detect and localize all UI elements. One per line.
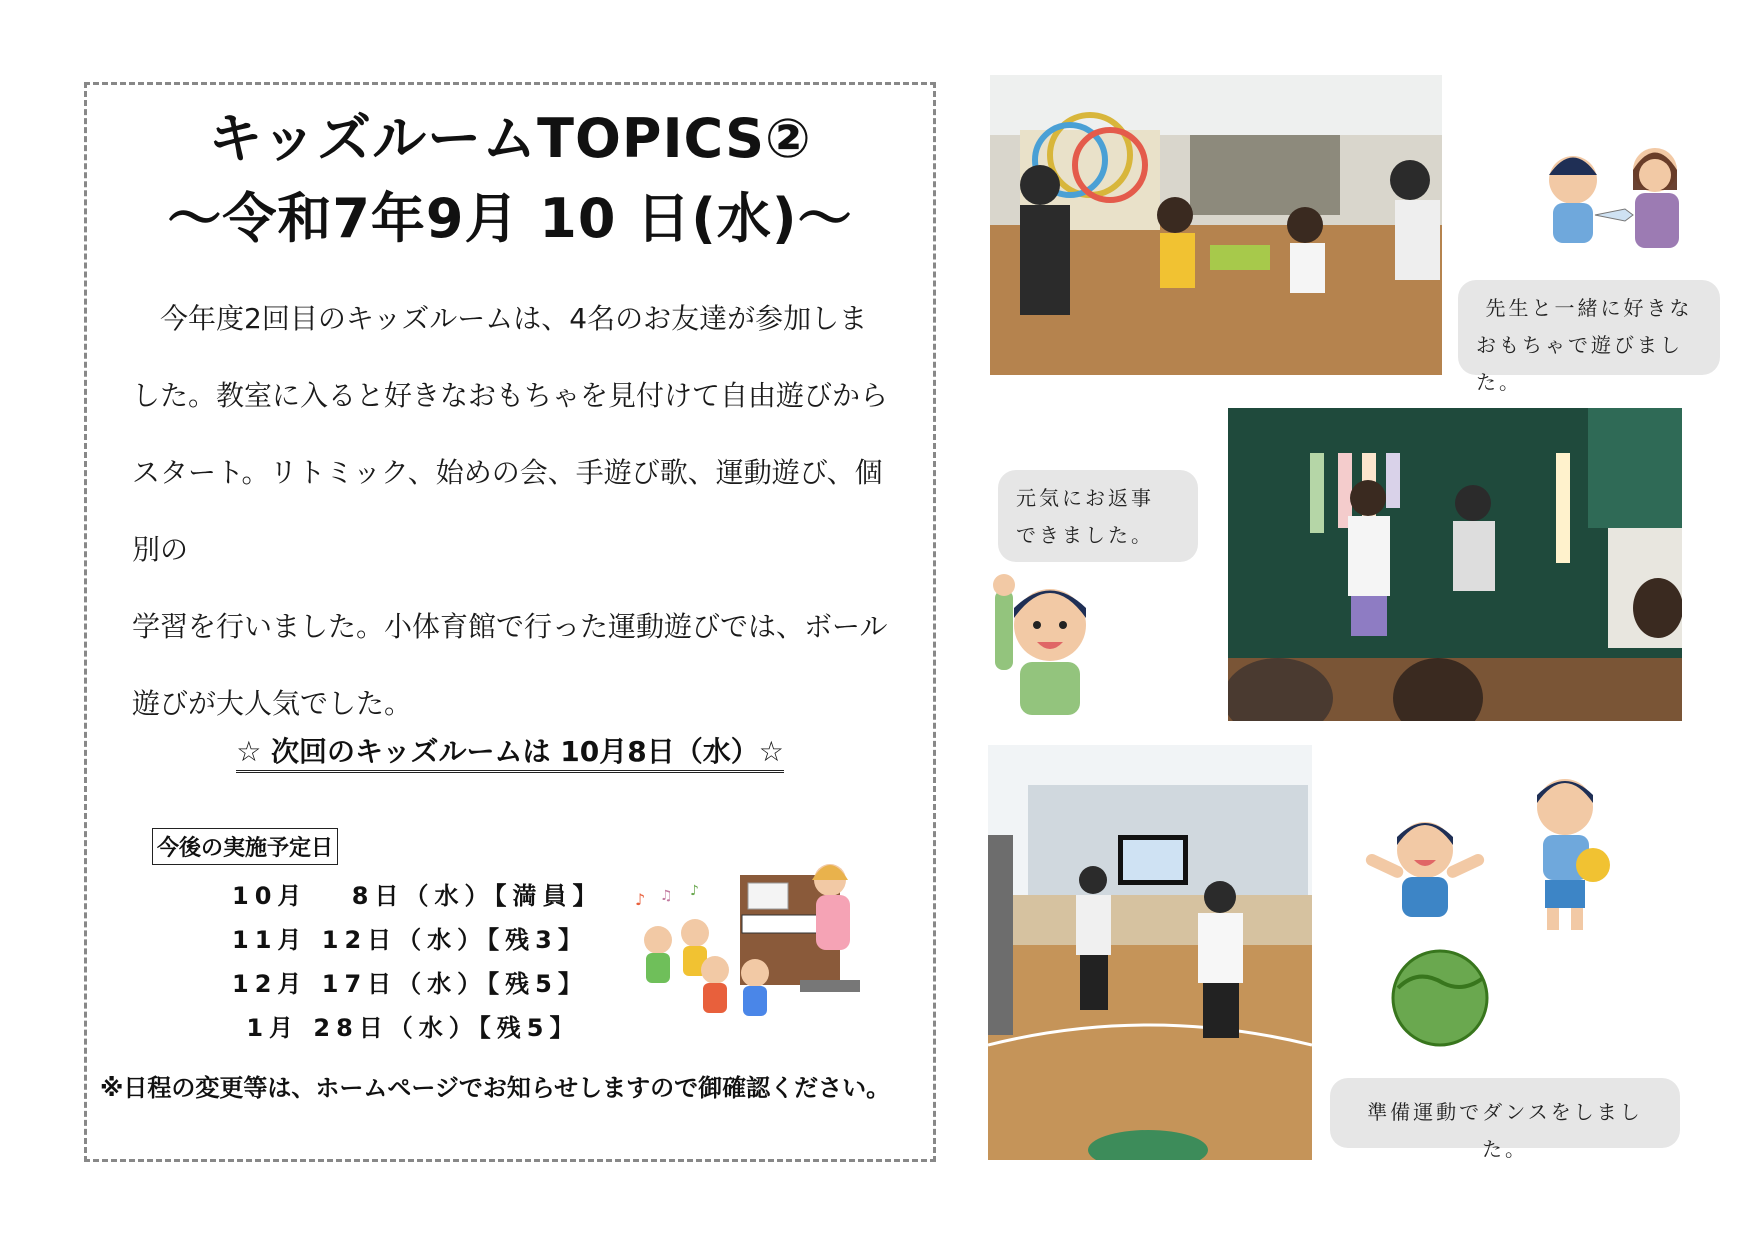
svg-text:♪: ♪ <box>690 883 699 899</box>
body-line: 遊びが大人気でした。 <box>132 687 413 720</box>
teacher-child-illustration <box>1535 135 1695 255</box>
page-title: キッズルームTOPICS② <box>208 107 812 170</box>
caption-line: 準備運動でダンスをしました。 <box>1367 1100 1643 1161</box>
green-ball-illustration <box>1390 948 1490 1048</box>
caption-bubble-3 <box>1330 1078 1680 1161</box>
body-line: スタート。リトミック、始めの会、手遊び歌、運動遊び、個別の <box>132 456 883 566</box>
date-line: 〜令和7年9月 10 日(水)〜 <box>167 187 853 250</box>
svg-text:♫: ♫ <box>660 888 673 904</box>
body-line: 今年度2回目のキッズルームは、4名のお友達が参加しま <box>160 302 868 335</box>
body-line: した。教室に入ると好きなおもちゃを見付けて自由遊びから <box>132 379 889 412</box>
caption-line: 先生と一緒に好きな <box>1485 296 1693 320</box>
jumping-boy-illustration <box>1360 815 1490 940</box>
classroom-play-photo <box>990 75 1442 375</box>
caption-bubble-1 <box>1458 280 1720 394</box>
caption-line: できました。 <box>1016 523 1154 547</box>
body-line: 学習を行いました。小体育館で行った運動遊びでは、ボール <box>132 610 888 643</box>
chalkboard-photo <box>1228 408 1682 721</box>
piano-kids-illustration <box>630 855 870 1050</box>
caption-line: おもちゃで遊びました。 <box>1476 333 1683 394</box>
svg-text:♪: ♪ <box>635 890 646 909</box>
schedule-list <box>232 874 602 1050</box>
gym-dance-photo <box>988 745 1312 1160</box>
schedule-label: 今後の実施予定日 <box>152 828 338 865</box>
schedule-row: 11月 12日（水）【残3】 <box>232 926 588 954</box>
ball-boy-illustration <box>1525 775 1615 935</box>
body-paragraph <box>132 280 902 742</box>
next-session-notice <box>84 730 936 770</box>
schedule-row: 1月 28日（水）【残5】 <box>232 1014 580 1042</box>
schedule-note: ※日程の変更等は、ホームページでお知らせしますので御確認ください。 <box>100 1074 891 1102</box>
caption-line: 元気にお返事 <box>1016 486 1154 510</box>
schedule-row: 12月 17日（水）【残5】 <box>232 970 588 998</box>
waving-boy-illustration <box>985 570 1100 715</box>
next-session-text: ☆ 次回のキッズルームは 10月8日（水）☆ <box>236 735 784 773</box>
caption-bubble-2 <box>998 470 1198 562</box>
schedule-row: 10月 8日（水）【満員】 <box>232 882 603 910</box>
